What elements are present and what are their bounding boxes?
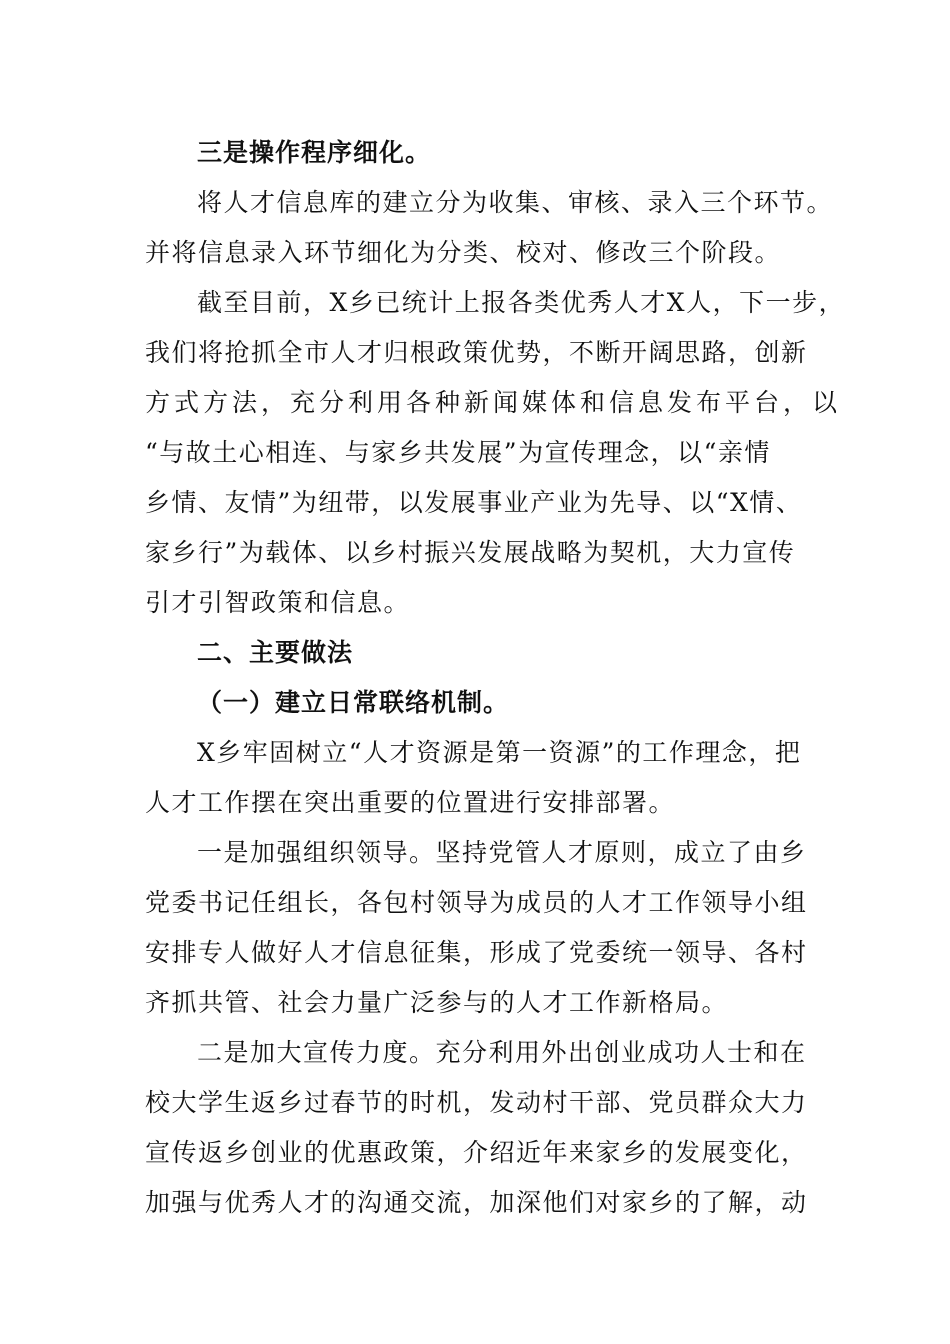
paragraph-line: 截至目前，X乡已统计上报各类优秀人才X人，下一步， — [197, 288, 846, 317]
paragraph-line: 校大学生返乡过春节的时机，发动村干部、党员群众大力 — [145, 1088, 808, 1117]
subsection-heading-liaison: （一）建立日常联络机制。 — [197, 688, 510, 717]
paragraph-line: 方式方法，充分利用各种新闻媒体和信息发布平台，以 — [145, 388, 842, 417]
paragraph-line: “与故土心相连、与家乡共发展”为宣传理念，以“亲情 — [145, 438, 771, 467]
paragraph-line: X乡牢固树立“人才资源是第一资源”的工作理念，把 — [197, 738, 802, 767]
paragraph-line: 家乡行”为载体、以乡村振兴发展战略为契机，大力宣传 — [145, 538, 796, 567]
paragraph-line: 宣传返乡创业的优惠政策，介绍近年来家乡的发展变化， — [145, 1138, 808, 1167]
paragraph-line: 党委书记任组长，各包村领导为成员的人才工作领导小组 — [145, 888, 808, 917]
paragraph-line: 齐抓共管、社会力量广泛参与的人才工作新格局。 — [145, 988, 729, 1017]
paragraph-line: 将人才信息库的建立分为收集、审核、录入三个环节。 — [197, 188, 834, 217]
paragraph-line: 加强与优秀人才的沟通交流，加深他们对家乡的了解，动 — [145, 1188, 808, 1217]
paragraph-line: 二是加大宣传力度。充分利用外出创业成功人士和在 — [197, 1038, 807, 1067]
paragraph-line: 人才工作摆在突出重要的位置进行安排部署。 — [145, 788, 676, 817]
document-body — [145, 128, 846, 1228]
paragraph-line: 并将信息录入环节细化为分类、校对、修改三个阶段。 — [145, 238, 782, 267]
paragraph-line: 安排专人做好人才信息征集，形成了党委统一领导、各村 — [145, 938, 808, 967]
paragraph-line: 一是加强组织领导。坚持党管人才原则，成立了由乡 — [197, 838, 807, 867]
paragraph-line: 我们将抢抓全市人才归根政策优势，不断开阔思路，创新 — [145, 338, 808, 367]
paragraph-line: 乡情、友情”为纽带，以发展事业产业为先导、以“X情、 — [145, 488, 803, 517]
section-heading-main-practices: 二、主要做法 — [197, 638, 354, 667]
paragraph-line: 引才引智政策和信息。 — [145, 588, 411, 617]
subheading-procedure: 三是操作程序细化。 — [197, 138, 432, 167]
